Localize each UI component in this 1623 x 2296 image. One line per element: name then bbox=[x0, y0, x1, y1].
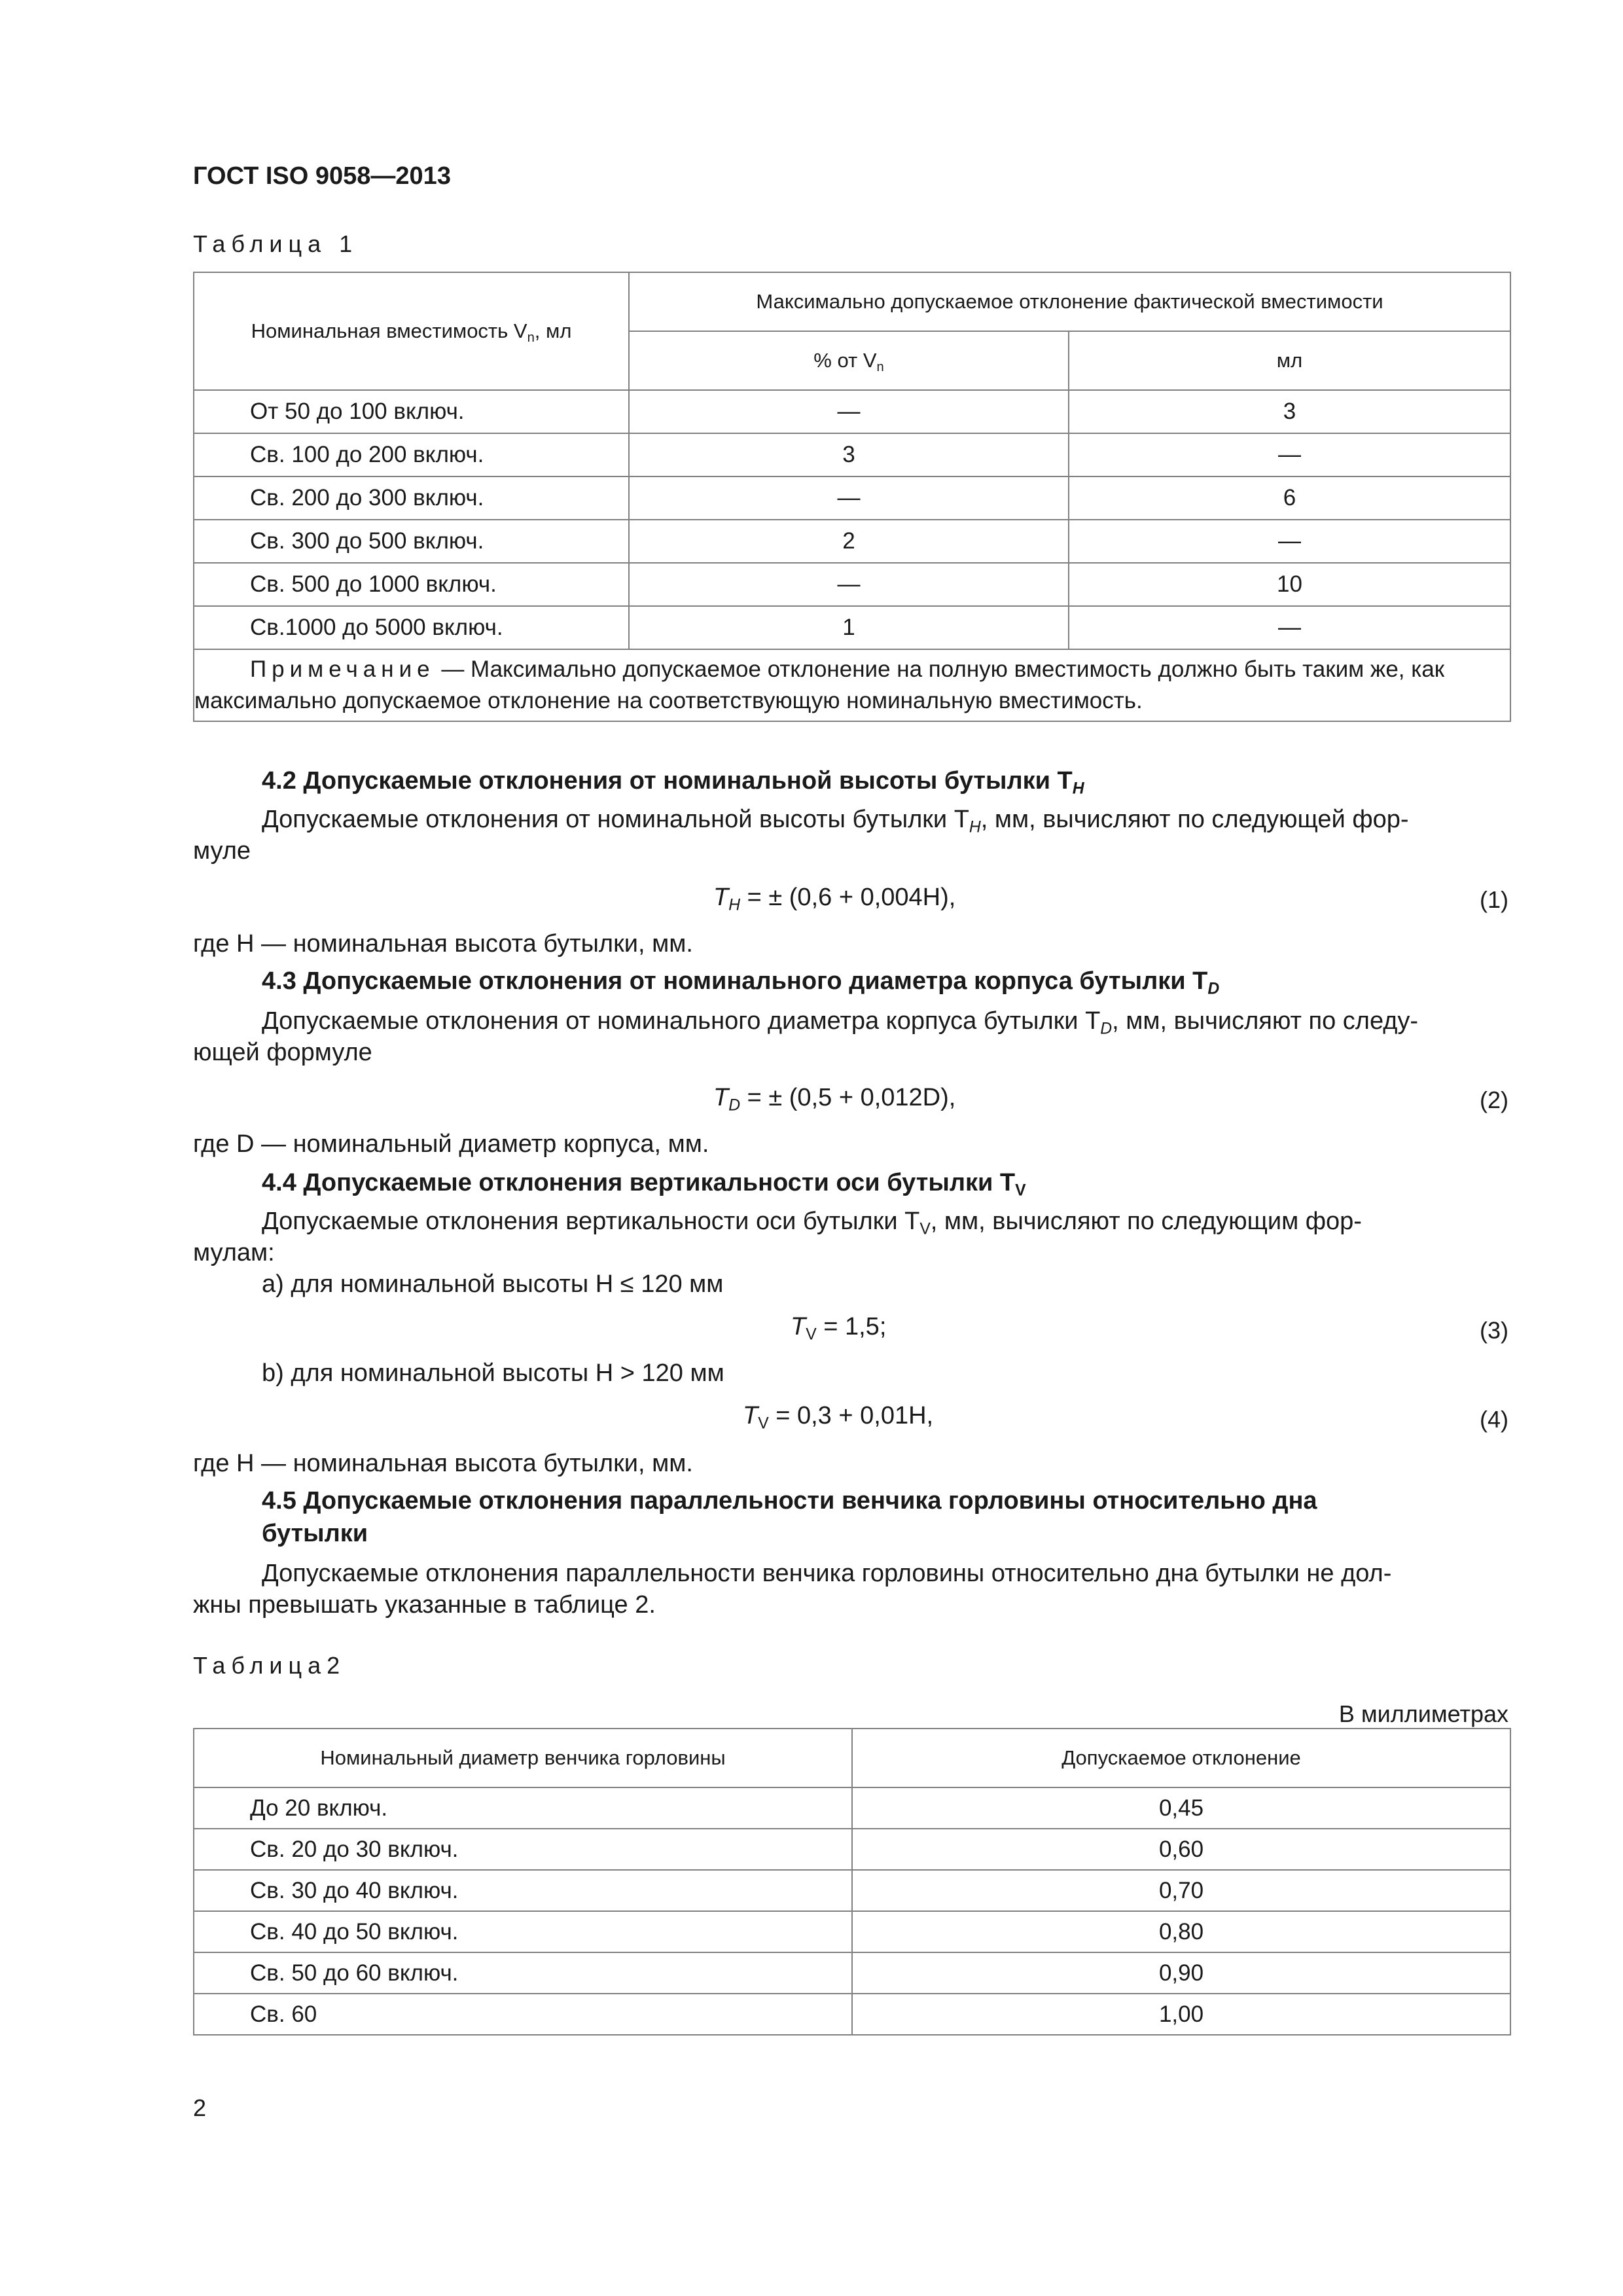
table1-caption: Таблица 1 bbox=[193, 230, 359, 257]
table1-head-percent: % от $V_n$ bbox=[629, 331, 1069, 390]
section-4-2-para-line2: муле bbox=[193, 837, 251, 865]
table-row: Св. 60 1,00 bbox=[194, 1994, 1510, 2035]
section-4-5-para-line1: Допускаемые отклонения параллельности венчика горловины относительно дна бутылки не дол- bbox=[262, 1560, 1392, 1587]
formula-4: $T_V = 0,3 + 0,01H$, bbox=[743, 1402, 934, 1433]
table-row: Св. 100 до 200 включ. 3 — bbox=[194, 433, 1510, 476]
page-number: 2 bbox=[193, 2094, 207, 2121]
table-row: От 50 до 100 включ. — 3 bbox=[194, 390, 1510, 433]
table1 bbox=[193, 272, 1511, 722]
section-4-3-para-line1: Допускаемые отклонения от номинального диаметра корпуса бутылки $T_D$, мм, вычисляют по следу- bbox=[262, 1007, 1419, 1038]
table2-head-diameter: Номинальный диаметр венчика горловины bbox=[194, 1729, 852, 1787]
table2-caption: Таблица2 bbox=[193, 1652, 346, 1679]
table2-units: В миллиметрах bbox=[1338, 1700, 1508, 1727]
section-4-3-where: где D — номинальный диаметр корпуса, мм. bbox=[193, 1130, 709, 1158]
section-4-2-where: где H — номинальная высота бутылки, мм. bbox=[193, 930, 693, 958]
table-row: До 20 включ. 0,45 bbox=[194, 1787, 1510, 1829]
table1-note: Примечание — Максимально допускаемое отклонение на полную вместимость должно быть таким же, как максимально допускаемое отклонение на соответствующую номинальную вместимость. bbox=[194, 649, 1510, 721]
section-4-3-para-line2: ющей формуле bbox=[193, 1039, 372, 1066]
formula-3-number: (3) bbox=[1480, 1317, 1508, 1344]
table-row: Св. 50 до 60 включ. 0,90 bbox=[194, 1952, 1510, 1994]
section-4-3-title: 4.3 Допускаемые отклонения от номинального диаметра корпуса бутылки $T_D$ bbox=[262, 967, 1220, 998]
table-row: Св. 40 до 50 включ. 0,80 bbox=[194, 1911, 1510, 1952]
section-4-4-where: где H — номинальная высота бутылки, мм. bbox=[193, 1450, 693, 1477]
section-4-4-para-line1: Допускаемые отклонения вертикальности оси бутылки $T_V$, мм, вычисляют по следующим фор- bbox=[262, 1208, 1362, 1238]
table-row: Св. 200 до 300 включ. — 6 bbox=[194, 476, 1510, 520]
document-header: ГОСТ ISO 9058—2013 bbox=[193, 162, 451, 190]
section-4-4-item-b: b) для номинальной высоты H > 120 мм bbox=[262, 1359, 724, 1387]
table-row: Св. 30 до 40 включ. 0,70 bbox=[194, 1870, 1510, 1911]
formula-2: $T_D$ = ± (0,5 + 0,012D), bbox=[713, 1084, 956, 1115]
formula-1: $T_H$ = ± (0,6 + 0,004H), bbox=[713, 884, 956, 914]
table-row: Св.1000 до 5000 включ. 1 — bbox=[194, 606, 1510, 649]
section-4-2-para-line1: Допускаемые отклонения от номинальной высоты бутылки $T_H$, мм, вычисляют по следующей фор- bbox=[262, 806, 1409, 836]
table-row: Св. 500 до 1000 включ. — 10 bbox=[194, 563, 1510, 606]
section-4-4-title: 4.4 Допускаемые отклонения вертикальности оси бутылки $T_V$ bbox=[262, 1169, 1026, 1200]
section-4-4-item-a: a) для номинальной высоты H ≤ 120 мм bbox=[262, 1270, 724, 1298]
section-4-5-title-line2: бутылки bbox=[262, 1520, 368, 1547]
table-row: Св. 300 до 500 включ. 2 — bbox=[194, 520, 1510, 563]
table1-head-ml: мл bbox=[1069, 331, 1510, 390]
table1-head-group: Максимально допускаемое отклонение фактической вместимости bbox=[629, 272, 1510, 331]
formula-2-number: (2) bbox=[1480, 1086, 1508, 1113]
section-4-5-para-line2: жны превышать указанные в таблице 2. bbox=[193, 1591, 656, 1619]
formula-3: $T_V = 1,5$; bbox=[791, 1313, 887, 1344]
section-4-5-title-line1: 4.5 Допускаемые отклонения параллельности венчика горловины относительно дна bbox=[262, 1487, 1317, 1515]
formula-4-number: (4) bbox=[1480, 1406, 1508, 1433]
table1-head-capacity: Номинальная вместимость $V_n$, мл bbox=[194, 272, 629, 390]
formula-1-number: (1) bbox=[1480, 886, 1508, 913]
table2-head-tolerance: Допускаемое отклонение bbox=[852, 1729, 1510, 1787]
section-4-2-title: 4.2 Допускаемые отклонения от номинальной высоты бутылки $T_H$ bbox=[262, 767, 1084, 798]
table2 bbox=[193, 1728, 1511, 2036]
table-row: Св. 20 до 30 включ. 0,60 bbox=[194, 1829, 1510, 1870]
section-4-4-para-line2: мулам: bbox=[193, 1239, 275, 1266]
